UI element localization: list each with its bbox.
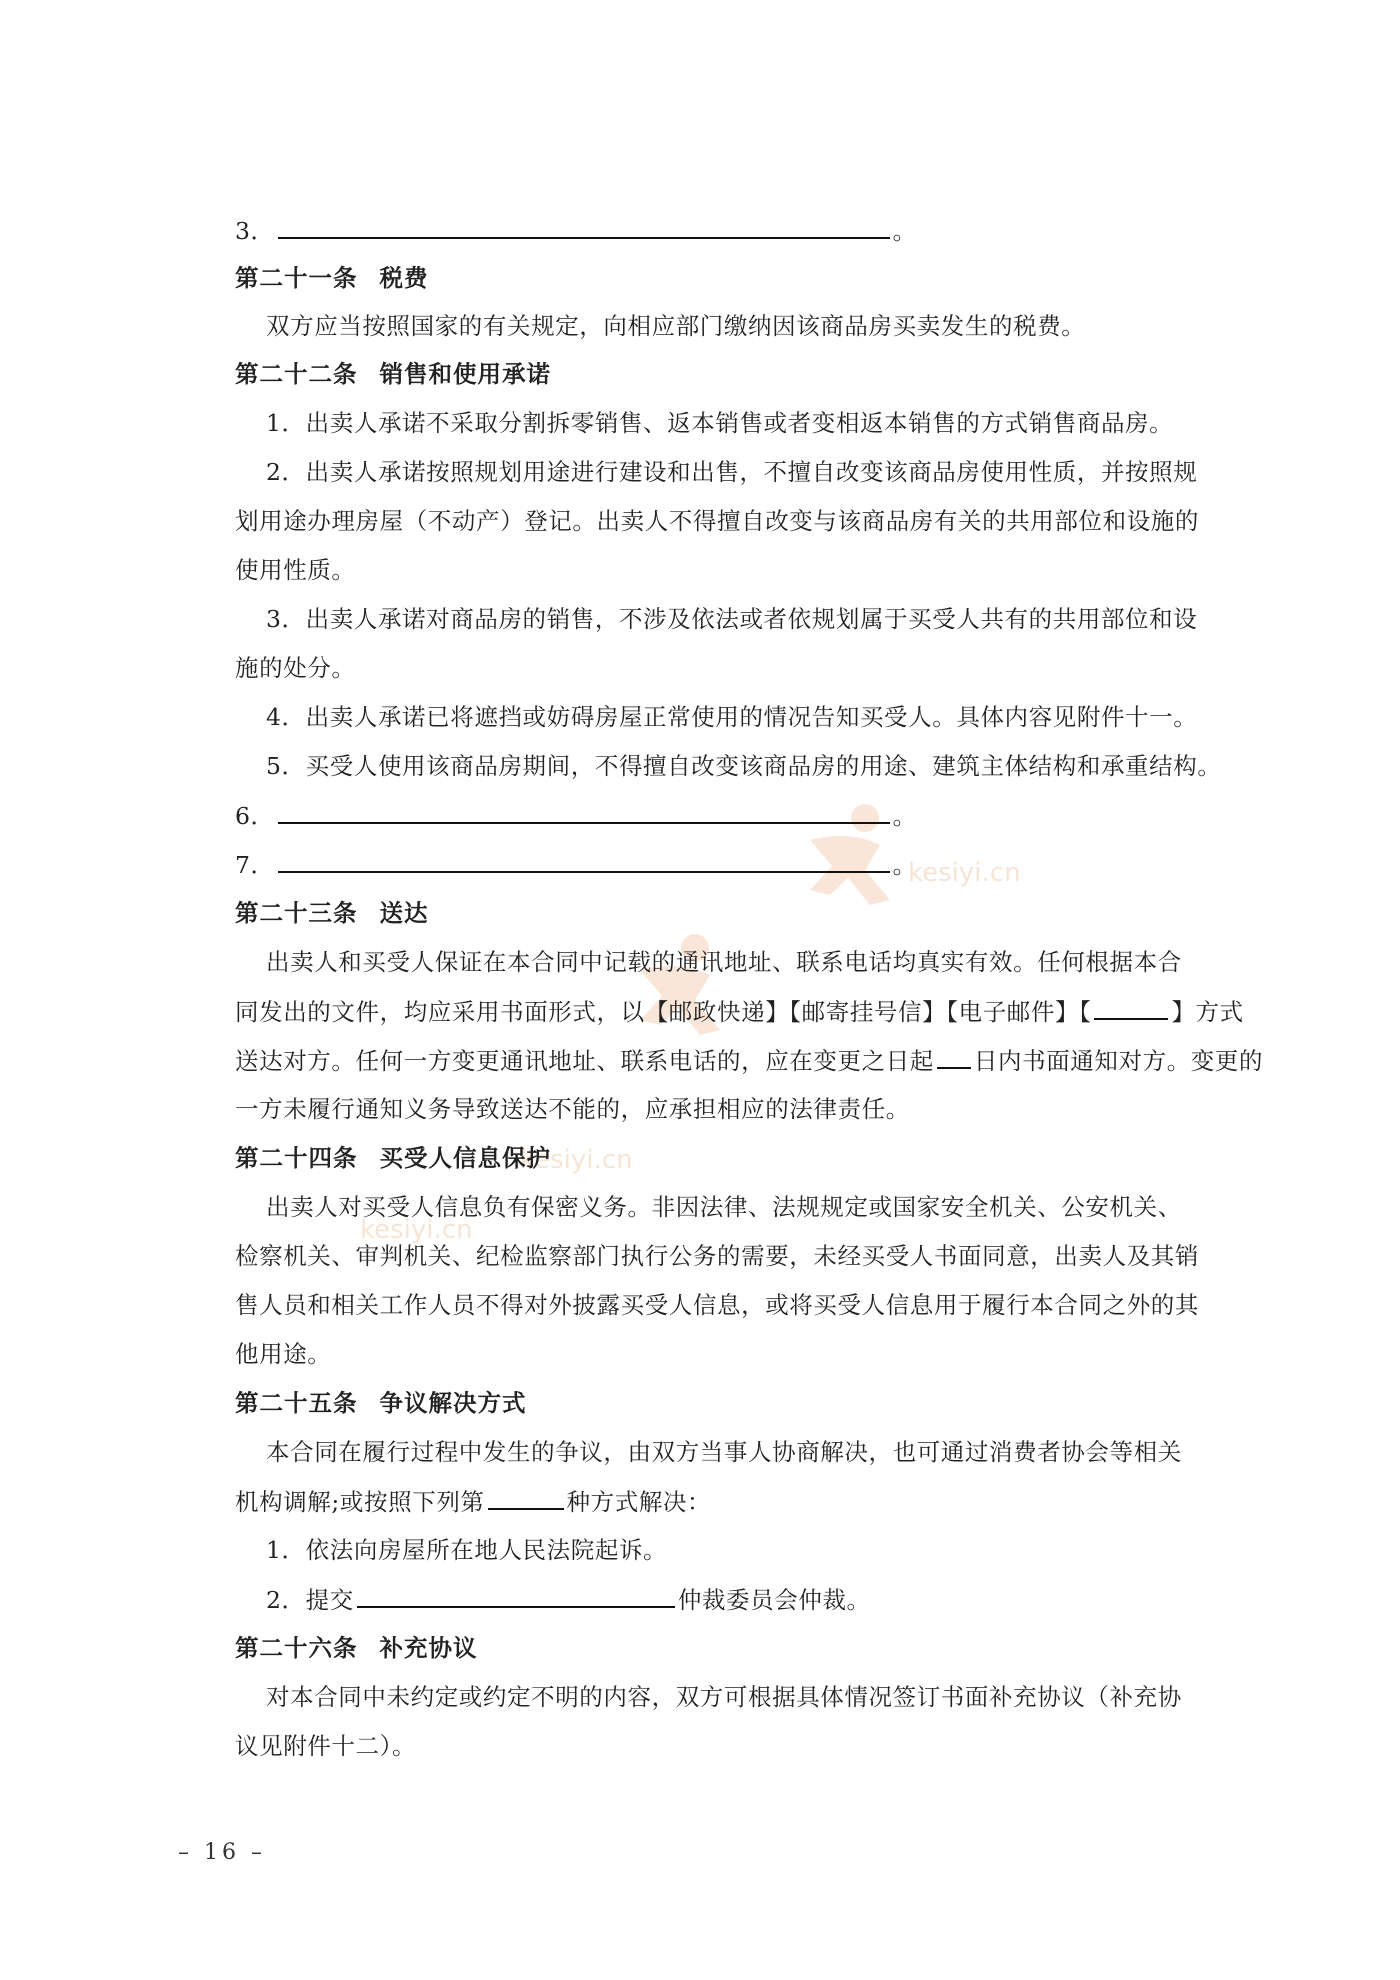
item-3-line: 3． 。	[235, 217, 917, 245]
fill-in-blank[interactable]	[357, 1584, 675, 1608]
paragraph-line: 5．买受人使用该商品房期间，不得擅自改变该商品房的用途、建筑主体结构和承重结构。	[266, 752, 1222, 780]
item-number: 3．	[235, 217, 275, 245]
paragraph-line: 2．出卖人承诺按照规划用途进行建设和出售，不擅自改变该商品房使用性质，并按照规	[266, 458, 1198, 486]
paragraph-line: 3．出卖人承诺对商品房的销售，不涉及依法或者依规划属于买受人共有的共用部位和设	[266, 605, 1198, 633]
watermark-text: kesiyi.cn	[908, 858, 1021, 888]
fill-in-blank[interactable]	[278, 849, 890, 873]
fill-in-blank[interactable]	[1094, 996, 1168, 1020]
paragraph-line: 出卖人对买受人信息负有保密义务。非因法律、法规规定或国家安全机关、公安机关、	[266, 1193, 1182, 1221]
paragraph-line: 施的处分。	[235, 654, 356, 682]
paragraph-line: 出卖人和买受人保证在本合同中记载的通讯地址、联系电话均真实有效。任何根据本合	[266, 948, 1182, 976]
paragraph-line: 机构调解;或按照下列第 种方式解决：	[235, 1488, 712, 1516]
paragraph-line: 使用性质。	[235, 556, 356, 584]
paragraph-line: 对本合同中未约定或约定不明的内容，双方可根据具体情况签订书面补充协议（补充协	[266, 1683, 1182, 1711]
paragraph-line: 1．依法向房屋所在地人民法院起诉。	[266, 1536, 668, 1564]
article-23-heading: 第二十三条 送达	[235, 899, 429, 927]
article-24-heading: 第二十四条 买受人信息保护	[235, 1144, 551, 1172]
article-22-heading: 第二十二条 销售和使用承诺	[235, 360, 551, 388]
fill-in-blank[interactable]	[278, 215, 890, 239]
paragraph-line: 送达对方。任何一方变更通讯地址、联系电话的，应在变更之日起 日内书面通知对方。变更的	[235, 1047, 1264, 1075]
fill-in-blank[interactable]	[937, 1045, 971, 1069]
fill-in-blank[interactable]	[278, 800, 890, 824]
paragraph-line: 双方应当按照国家的有关规定，向相应部门缴纳因该商品房买卖发生的税费。	[266, 312, 1086, 340]
item-7-line: 7． 。	[235, 851, 917, 879]
fill-in-blank[interactable]	[488, 1486, 564, 1510]
page-number: – 16 –	[178, 1840, 266, 1865]
article-21-heading: 第二十一条 税费	[235, 264, 429, 292]
paragraph-line: 4．出卖人承诺已将遮挡或妨碍房屋正常使用的情况告知买受人。具体内容见附件十一。	[266, 703, 1198, 731]
item-6-line: 6． 。	[235, 802, 917, 830]
paragraph-line: 划用途办理房屋（不动产）登记。出卖人不得擅自改变与该商品房有关的共用部位和设施的	[235, 507, 1199, 535]
paragraph-line: 1．出卖人承诺不采取分割拆零销售、返本销售或者变相返本销售的方式销售商品房。	[266, 409, 1174, 437]
paragraph-line: 本合同在履行过程中发生的争议，由双方当事人协商解决，也可通过消费者协会等相关	[266, 1438, 1182, 1466]
article-25-heading: 第二十五条 争议解决方式	[235, 1389, 527, 1417]
paragraph-line: 议见附件十二）。	[235, 1732, 417, 1760]
watermark-text: kesiyi.cn	[360, 1215, 473, 1245]
paragraph-line: 一方未履行通知义务导致送达不能的，应承担相应的法律责任。	[235, 1095, 910, 1123]
paragraph-line: 检察机关、审判机关、纪检监察部门执行公务的需要，未经买受人书面同意，出卖人及其销	[235, 1242, 1199, 1270]
paragraph-line: 同发出的文件，均应采用书面形式，以【邮政快递】【邮寄挂号信】【电子邮件】【 】方式	[235, 998, 1244, 1026]
article-26-heading: 第二十六条 补充协议	[235, 1634, 478, 1662]
watermark-text: kesiyi.cn	[520, 1145, 633, 1175]
paragraph-line: 售人员和相关工作人员不得对外披露买受人信息，或将买受人信息用于履行本合同之外的其	[235, 1291, 1199, 1319]
paragraph-line: 2．提交 仲裁委员会仲裁。	[266, 1586, 871, 1614]
paragraph-line: 他用途。	[235, 1340, 332, 1368]
